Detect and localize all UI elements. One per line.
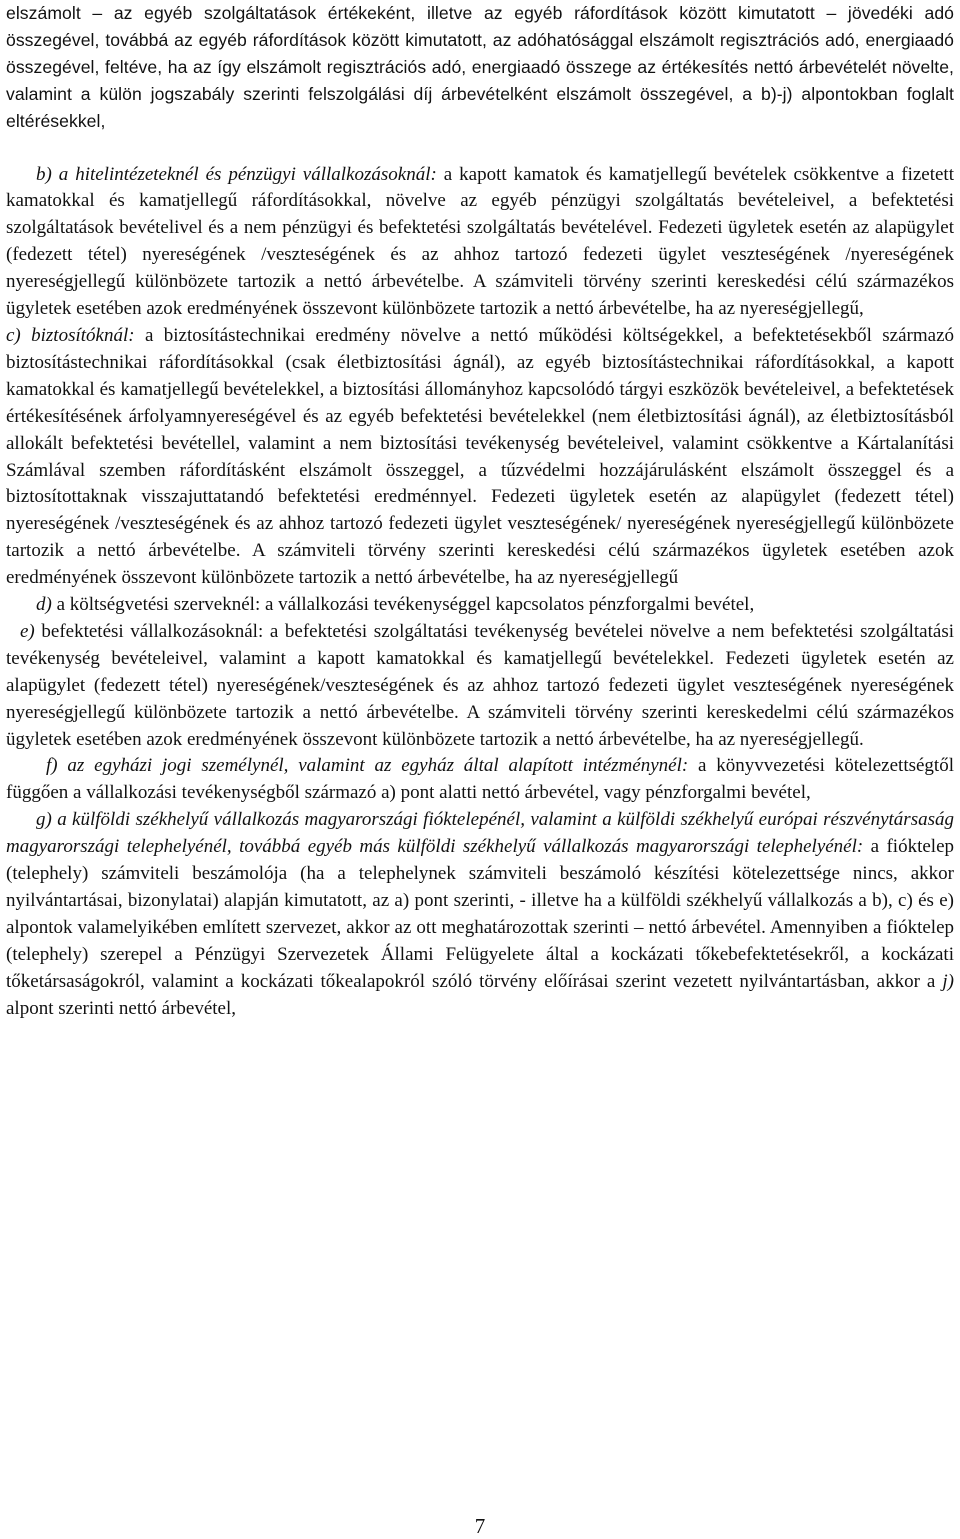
item-f-body: a könyvvezetési kötelezettségtől függően a vállalkozási tevékenységből származó a) pont alatti nettó árbevétel, vagy pénzforgalmi bevétel, (6, 755, 954, 804)
item-f-lead: f) az egyházi jogi személynél, valamint az egyház által alapított intézménynél: (46, 755, 689, 777)
item-d-body: a költségvetési szerveknél: a vállalkozási tevékenységgel kapcsolatos pénzforgalmi bevétel, (51, 594, 755, 616)
item-e-paragraph (6, 619, 954, 754)
item-f-paragraph (6, 753, 954, 807)
item-b-paragraph (6, 162, 954, 323)
item-g-paragraph (6, 807, 954, 1022)
item-e-lead: e) (20, 620, 35, 642)
item-g-body: a fióktelep (telephely) számviteli beszámolója (ha a telephelynek számviteli beszámoló készítési kötelezettsége nincs, akkor nyilvántartásai, bizonylatai) alapján kimutatott, az a) pont szerinti, - illetve ha a külföldi székhelyű vállalkozás a b), c) és e) alpontok valamelyikében említett szervezet, akkor az ott meghatározottak szerinti – nettó árbevétel. Amennyiben a fióktelep (telephely) szerepel a Pénzügyi Szervezetek Állami Felügyelete által a kockázati tőkebefektetésekről, a kockázati tőketársaságokról, valamint a kockázati tőkealapokról szóló törvény előírásai szerint vezetett nyilvántartásban, akkor a (6, 836, 955, 992)
item-g-lead: g) a külföldi székhelyű vállalkozás magyarországi fióktelepénél, valamint a külföldi székhelyű európai részvénytársaság magyarországi telephelyénél, továbbá egyéb más külföldi székhelyű vállalkozás magyarországi telephelyénél: (6, 809, 954, 858)
item-b-body: a kapott kamatok és kamatjellegű bevételek csökkentve a fizetett kamatokkal és kamatjellegű ráfordításokkal, növelve az egyéb pénzügyi szolgáltatás bevételeivel, a befektetési szolgáltatások bevételivel és a nem pénzügyi és befektetési szolgáltatás bevételével. Fedezeti ügyletek esetén az alapügylet (fedezett tétel) nyereségének /veszteségének és az ahhoz tartozó fedezeti ügylet veszteségének /nyereségének nyereségjellegű különbözete tartozik a nettó árbevételbe. A számviteli törvény szerinti kereskedési célú származékos ügyletek esetében azok eredményének összevont különbözete tartozik a nettó árbevételbe, ha az nyereségjellegű, (6, 163, 954, 320)
intro-paragraph: elszámolt – az egyéb szolgáltatások értékeként, illetve az egyéb ráfordítások között kimutatott – jövedéki adó összegével, továbbá az egyéb ráfordítások között kimutatott, az adóhatósággal elszámolt regisztrációs adó, energiaadó összegével, feltéve, ha az így elszámolt regisztrációs adó, energiaadó összege az értékesítés nettó árbevételét növelte, valamint a külön jogszabály szerinti felszolgálási díj árbevételként elszámolt összegével, a b)-j) alpontokban foglalt eltérésekkel, (6, 3, 954, 131)
page-number: 7 (474, 1514, 486, 1538)
item-c-body: a biztosítástechnikai eredmény növelve a nettó működési költségekkel, a befektetésekből származó biztosítástechnikai ráfordításokkal (csak életbiztosítási ágnál), az egyéb biztosítástechnikai ráfordításokkal, a kapott kamatokkal és kamatjellegű bevételekkel, a biztosítási állományhoz kapcsolódó tárgyi eszközök bevételeivel, a befektetések értékesítésének árfolyamnyereségével és az egyéb befektetési bevételekkel (nem életbiztosítási ágnál), az életbiztosításból allokált befektetési bevétellel, valamint a nem biztosítási tevékenység bevételeivel, valamint csökkentve a Kártalanítási Számlával szemben ráfordításként elszámolt összeggel, a tűzvédelmi hozzájárulásként elszámolt összeggel és a biztosítottaknak visszajuttatandó befektetési eredménnyel. Fedezeti ügyletek esetén az alapügylet (fedezett tétel) nyereségének /veszteségének és az ahhoz tartozó fedezeti ügylet veszteségének/ nyereségének nyereségjellegű különbözete tartozik a nettó árbevételbe. A számviteli törvény szerinti kereskedési célú származékos ügyletek esetében azok eredményének összevont különbözete tartozik a nettó árbevételbe, ha az nyereségjellegű (6, 324, 954, 589)
item-d-lead: d) (36, 594, 52, 616)
item-c-paragraph (6, 323, 954, 592)
item-g-ref: j) (942, 970, 954, 992)
document-page (6, 0, 954, 1023)
item-b-lead: b) a hitelintézeteknél és pénzügyi vállalkozásoknál: (36, 163, 437, 185)
item-e-body: befektetési vállalkozásoknál: a befektetési szolgáltatási tevékenység bevételei növelve a nem befektetési szolgáltatási tevékenység bevételeivel, valamint a kapott kamatokkal és kamatjellegű bevételekkel. Fedezeti ügyletek esetén az alapügylet (fedezett tétel) nyereségének/veszteségének és az ahhoz tartozó fedezeti ügylet veszteségének nyereségének nyereségjellegű különbözete tartozik a nettó árbevételbe. A számviteli törvény szerinti kereskedelmi célú származékos ügyletek esetében azok eredményének összevont különbözete tartozik a nettó árbevételbe, ha az nyereségjellegű. (6, 620, 954, 750)
item-d-paragraph (6, 592, 954, 619)
item-c-lead: c) biztosítóknál: (6, 324, 135, 346)
item-g-body-end: alpont szerinti nettó árbevétel, (6, 997, 237, 1019)
